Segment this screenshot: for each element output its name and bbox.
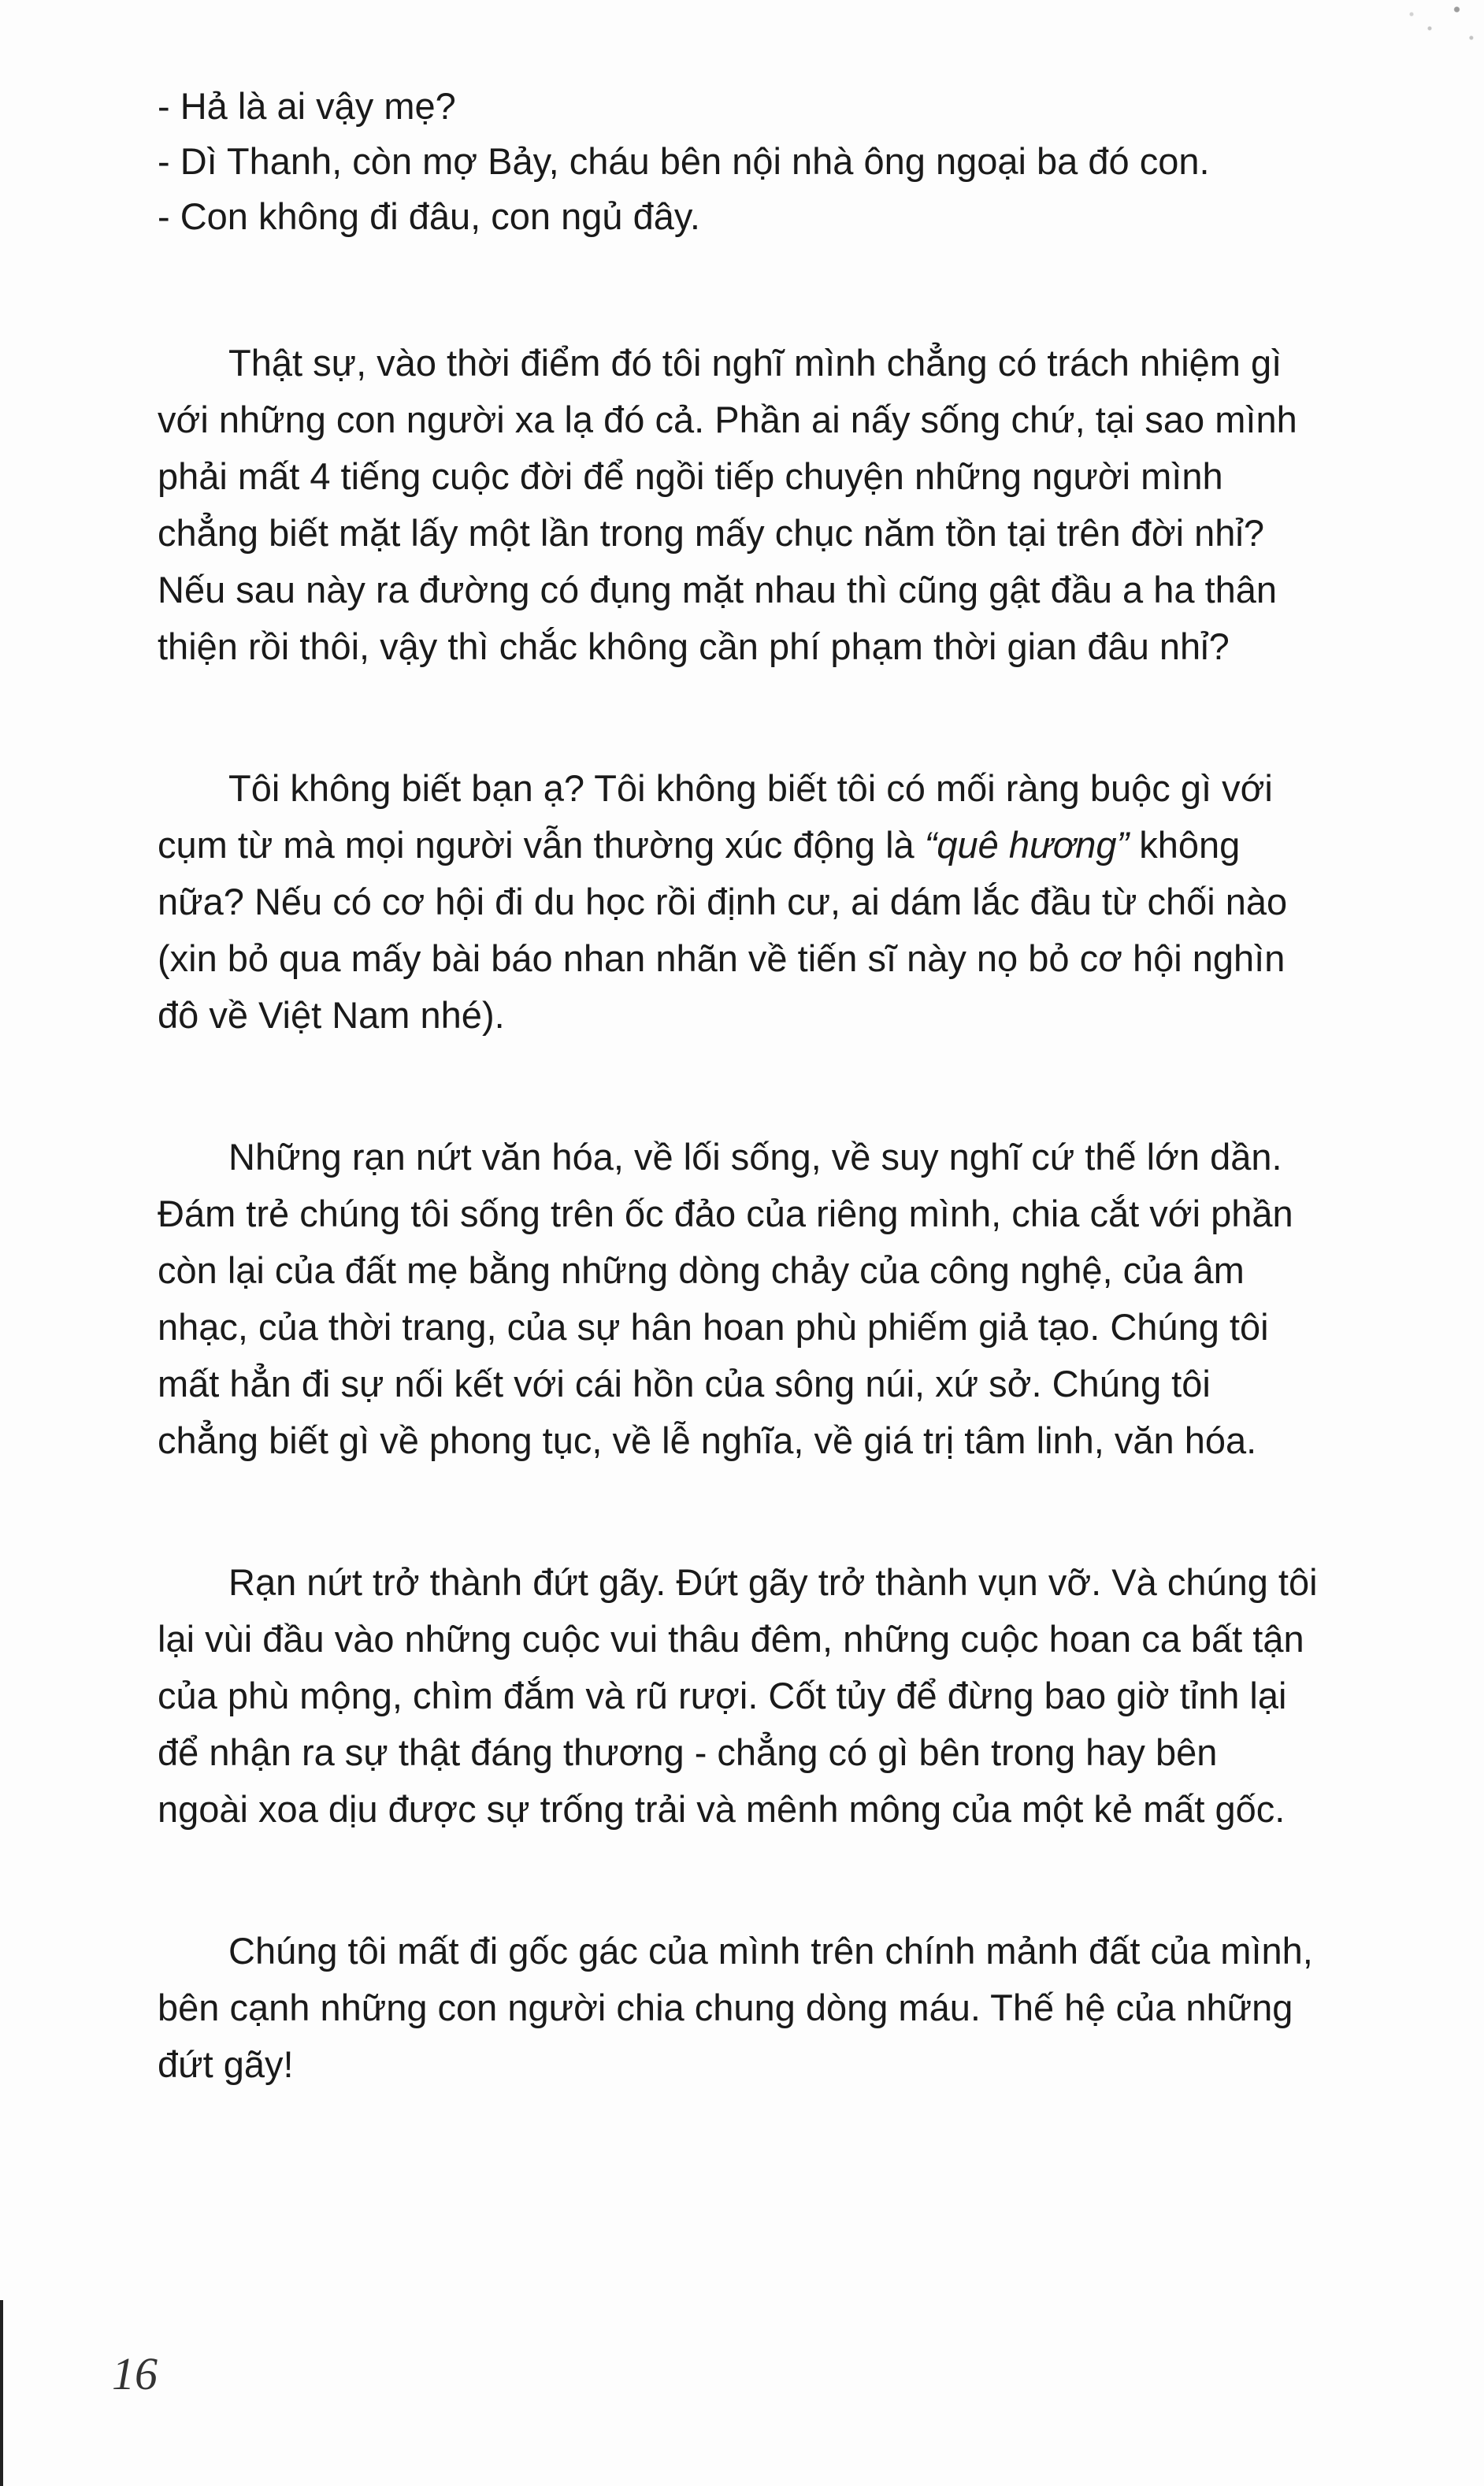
paragraph-line: Tôi không biết bạn ạ? Tôi không biết tôi có mối ràng buộc gì với: [228, 767, 1273, 809]
paragraph-line: Chúng tôi mất đi gốc gác của mình trên chính mảnh đất của mình,: [228, 1930, 1313, 1972]
paragraph-line: phải mất 4 tiếng cuộc đời để ngồi tiếp chuyện những người mình: [158, 455, 1223, 497]
paragraph-line: để nhận ra sự thật đáng thương - chẳng có gì bên trong hay bên: [158, 1731, 1218, 1773]
paragraph-line: chẳng biết mặt lấy một lần trong mấy chục năm tồn tại trên đời nhỉ?: [158, 512, 1264, 554]
paragraph-line: [158, 817, 1434, 874]
paragraph-line: mất hẳn đi sự nối kết với cái hồn của sông núi, xứ sở. Chúng tôi: [158, 1363, 1211, 1404]
paragraph-line: Những rạn nứt văn hóa, về lối sống, về suy nghĩ cứ thế lớn dần.: [228, 1136, 1282, 1178]
paragraph-line: Rạn nứt trở thành đứt gãy. Đứt gãy trở thành vụn vỡ. Và chúng tôi: [228, 1561, 1318, 1603]
paragraph-line: Thật sự, vào thời điểm đó tôi nghĩ mình chẳng có trách nhiệm gì: [228, 342, 1282, 384]
paragraph-line: Nếu sau này ra đường có đụng mặt nhau thì cũng gật đầu a ha thân: [158, 569, 1278, 610]
paragraph-line: lại vùi đầu vào những cuộc vui thâu đêm, những cuộc hoan ca bất tận: [158, 1618, 1304, 1660]
dialogue-line: - Dì Thanh, còn mợ Bảy, cháu bên nội nhà ông ngoại ba đó con.: [158, 140, 1210, 182]
paragraph-line: thiện rồi thôi, vậy thì chắc không cần phí phạm thời gian đâu nhỉ?: [158, 625, 1230, 667]
paragraph-line: bên cạnh những con người chia chung dòng máu. Thế hệ của những: [158, 1987, 1293, 2028]
page-number: 16: [112, 2348, 158, 2399]
paragraph-line: đô về Việt Nam nhé).: [158, 994, 505, 1036]
dialogue-line: - Con không đi đâu, con ngủ đây.: [158, 195, 700, 237]
dialogue-line: - Hả là ai vậy mẹ?: [158, 85, 456, 127]
line-text: không: [1129, 824, 1241, 866]
paragraph-line: của phù mộng, chìm đắm và rũ rượi. Cốt tủy để đừng bao giờ tỉnh lại: [158, 1675, 1287, 1716]
paragraph-line: còn lại của đất mẹ bằng những dòng chảy của công nghệ, của âm: [158, 1249, 1245, 1291]
scan-edge: [0, 2300, 3, 2486]
paragraph-line: nữa? Nếu có cơ hội đi du học rồi định cư, ai dám lắc đầu từ chối nào: [158, 881, 1288, 922]
paragraph-responsibility: [158, 335, 1434, 675]
paragraph-line: với những con người xa lạ đó cả. Phần ai nấy sống chứ, tại sao mình: [158, 399, 1297, 440]
page-body: [158, 79, 1434, 2093]
paragraph-line: ngoài xoa dịu được sự trống trải và mênh mông của một kẻ mất gốc.: [158, 1788, 1286, 1830]
paragraph-line: (xin bỏ qua mấy bài báo nhan nhãn về tiến sĩ này nọ bỏ cơ hội nghìn: [158, 937, 1286, 979]
paragraph-roots: [158, 1923, 1434, 2093]
paragraph-line: Đám trẻ chúng tôi sống trên ốc đảo của riêng mình, chia cắt với phần: [158, 1193, 1293, 1234]
paragraph-cracks: [158, 1129, 1434, 1469]
paragraph-line: nhạc, của thời trang, của sự hân hoan phù phiếm giả tạo. Chúng tôi: [158, 1306, 1269, 1348]
paragraph-homeland: [158, 760, 1434, 1044]
paragraph-breaking: [158, 1554, 1434, 1838]
quoted-term: “quê hương”: [924, 824, 1130, 866]
paragraph-line: chẳng biết gì về phong tục, về lễ nghĩa, về giá trị tâm linh, văn hóa.: [158, 1419, 1257, 1461]
line-text: cụm từ mà mọi người vẫn thường xúc động là: [158, 824, 925, 866]
paragraph-line: đứt gãy!: [158, 2043, 294, 2085]
